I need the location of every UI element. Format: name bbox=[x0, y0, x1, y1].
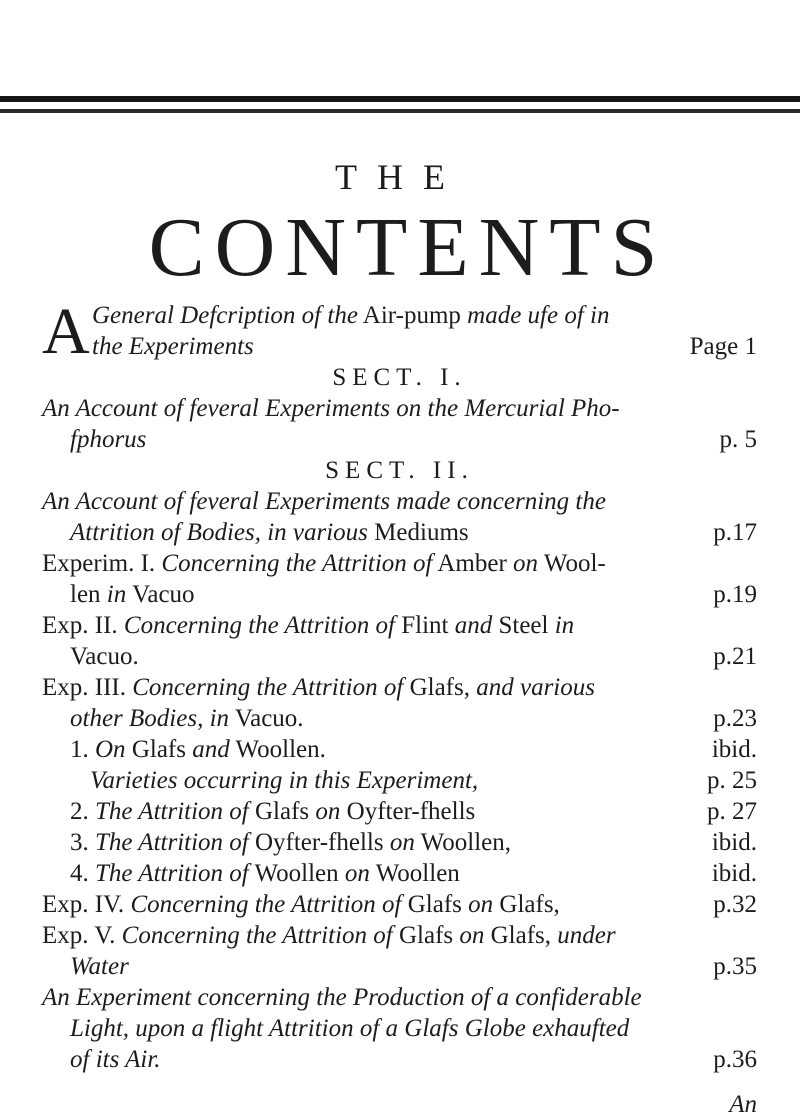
page-number: ibid. bbox=[711, 829, 757, 856]
dropcap: A bbox=[42, 295, 90, 368]
entry-text: An Experiment concerning the Production of a confiderable bbox=[42, 984, 642, 1011]
entry-text: the Experiments bbox=[92, 333, 254, 360]
page-number: p.21 bbox=[713, 643, 757, 670]
entry-text: Woollen. bbox=[235, 736, 326, 763]
entry-text: Exp. II. bbox=[42, 612, 118, 639]
page-number: p.19 bbox=[713, 581, 757, 608]
entry-text: General Defcription of the bbox=[92, 302, 358, 329]
entry-text: Glafs bbox=[398, 922, 454, 949]
entry-text: Attrition of Bodies, in various bbox=[70, 519, 368, 546]
entry-line bbox=[42, 920, 757, 951]
entry-line bbox=[42, 424, 757, 455]
entry-text: 3. bbox=[70, 829, 89, 856]
entry-text: Mediums bbox=[374, 519, 469, 546]
entry-text: Concerning the Attrition of bbox=[132, 674, 404, 701]
entry-text: Oyfter-fhells bbox=[254, 829, 384, 856]
entry-text: Water bbox=[70, 953, 129, 980]
page-number: ibid. bbox=[711, 860, 757, 887]
heading-the: THE bbox=[335, 157, 465, 197]
entry-text: on bbox=[315, 798, 341, 825]
entry-text: Flint bbox=[401, 612, 449, 639]
entry-text: len bbox=[70, 581, 101, 608]
entry-text: on bbox=[468, 891, 494, 918]
page-number: p.35 bbox=[713, 953, 757, 980]
entry-text: Wool- bbox=[543, 550, 606, 577]
entry-text: Glafs bbox=[254, 798, 310, 825]
catchword: An bbox=[729, 1091, 757, 1118]
section-heading: SECT. II. bbox=[325, 457, 474, 484]
entry-text: 2. bbox=[70, 798, 89, 825]
entry-text: fphorus bbox=[70, 426, 147, 453]
page-number: p. 5 bbox=[719, 426, 757, 453]
entry-text: Woollen, bbox=[420, 829, 512, 856]
entry-text: Concerning the Attrition of bbox=[161, 550, 433, 577]
entry-text: on bbox=[513, 550, 539, 577]
entry-text: Exp. V. bbox=[42, 922, 116, 949]
entry-line bbox=[42, 579, 757, 610]
entry-text: in bbox=[106, 581, 127, 608]
entry-text: An Account of feveral Experiments on the Mercurial Pho- bbox=[42, 395, 620, 422]
entry-text: Concerning the Attrition of bbox=[123, 612, 395, 639]
entry-line bbox=[42, 765, 757, 796]
entry-text: The Attrition of bbox=[95, 829, 249, 856]
entry-line bbox=[42, 734, 757, 765]
entry-text: of its Air. bbox=[70, 1046, 161, 1073]
page-number: p. 27 bbox=[707, 798, 757, 825]
entry-text: Glafs bbox=[131, 736, 186, 763]
top-rule bbox=[0, 96, 800, 102]
entry-text: Exp. IV. bbox=[42, 891, 125, 918]
entry-text: Light, upon a flight Attrition of a Glafs Globe exhaufted bbox=[70, 1015, 630, 1042]
entry-text: Glafs, bbox=[490, 922, 552, 949]
entry-text: on bbox=[459, 922, 485, 949]
entry-text: under bbox=[557, 922, 616, 949]
entry-text: Vacuo. bbox=[234, 705, 304, 732]
entry-line bbox=[42, 703, 757, 734]
entry-text: Glafs, bbox=[499, 891, 560, 918]
entry-line bbox=[42, 951, 757, 982]
entry-text: On bbox=[95, 736, 126, 763]
entry-text: Glafs, bbox=[409, 674, 470, 701]
contents-list bbox=[42, 295, 757, 1120]
entry-text: and bbox=[192, 736, 230, 763]
entry-line bbox=[42, 486, 757, 517]
entry-text: Air-pump bbox=[362, 302, 461, 329]
page-number: p.17 bbox=[713, 519, 757, 546]
entry-text: Concerning the Attrition of bbox=[130, 891, 402, 918]
entry-line bbox=[42, 548, 757, 579]
entry-text: made ufe of in bbox=[467, 302, 610, 329]
entry-text: on bbox=[344, 860, 370, 887]
entry-text: and various bbox=[476, 674, 595, 701]
top-rule-thin bbox=[0, 109, 800, 113]
entry-text: Glafs bbox=[407, 891, 462, 918]
entry-line bbox=[42, 982, 757, 1013]
entry-text: The Attrition of bbox=[95, 798, 249, 825]
entry-line bbox=[42, 827, 757, 858]
entry-line bbox=[42, 1044, 757, 1075]
page-number: ibid. bbox=[711, 736, 757, 763]
entry-text: Vacuo. bbox=[70, 643, 139, 670]
entry-text: 1. bbox=[70, 736, 89, 763]
entry-text: and bbox=[454, 612, 493, 639]
entry-line bbox=[42, 641, 757, 672]
entry-line bbox=[42, 672, 757, 703]
entry-text: Exp. III. bbox=[42, 674, 126, 701]
entry-line bbox=[42, 1013, 757, 1044]
entry-text: The Attrition of bbox=[95, 860, 249, 887]
entry-line bbox=[42, 517, 757, 548]
section-heading: SECT. I. bbox=[332, 364, 467, 391]
entry-line bbox=[42, 610, 757, 641]
entry-text: Oyfter-fhells bbox=[346, 798, 476, 825]
entry-text: in bbox=[554, 612, 575, 639]
page-number: p.36 bbox=[713, 1046, 757, 1073]
entry-line bbox=[42, 393, 757, 424]
page-number: p.32 bbox=[713, 891, 757, 918]
entry-text: Vacuo bbox=[132, 581, 195, 608]
page-number: p.23 bbox=[713, 705, 757, 732]
entry-text: on bbox=[389, 829, 415, 856]
entry-text: Woollen bbox=[254, 860, 339, 887]
entry-text: Concerning the Attrition of bbox=[121, 922, 393, 949]
page-title: CONTENTS bbox=[148, 201, 668, 294]
page-number: Page 1 bbox=[689, 333, 757, 360]
entry-intro-line2 bbox=[42, 331, 757, 362]
entry-text: An Account of feveral Experiments made concerning the bbox=[42, 488, 606, 515]
entry-text: Steel bbox=[498, 612, 549, 639]
entry-line bbox=[42, 889, 757, 920]
catchword-line bbox=[42, 1089, 757, 1120]
entry-line bbox=[42, 858, 757, 889]
entry-text: Varieties occurring in this Experiment, bbox=[90, 767, 479, 794]
entry-text: Woollen bbox=[375, 860, 460, 887]
entry-text: other Bodies, in bbox=[70, 705, 230, 732]
entry-text: 4. bbox=[70, 860, 89, 887]
entry-text: Amber bbox=[437, 550, 507, 577]
entry-text: Experim. I. bbox=[42, 550, 156, 577]
page-number: p. 25 bbox=[707, 767, 757, 794]
entry-line bbox=[42, 796, 757, 827]
